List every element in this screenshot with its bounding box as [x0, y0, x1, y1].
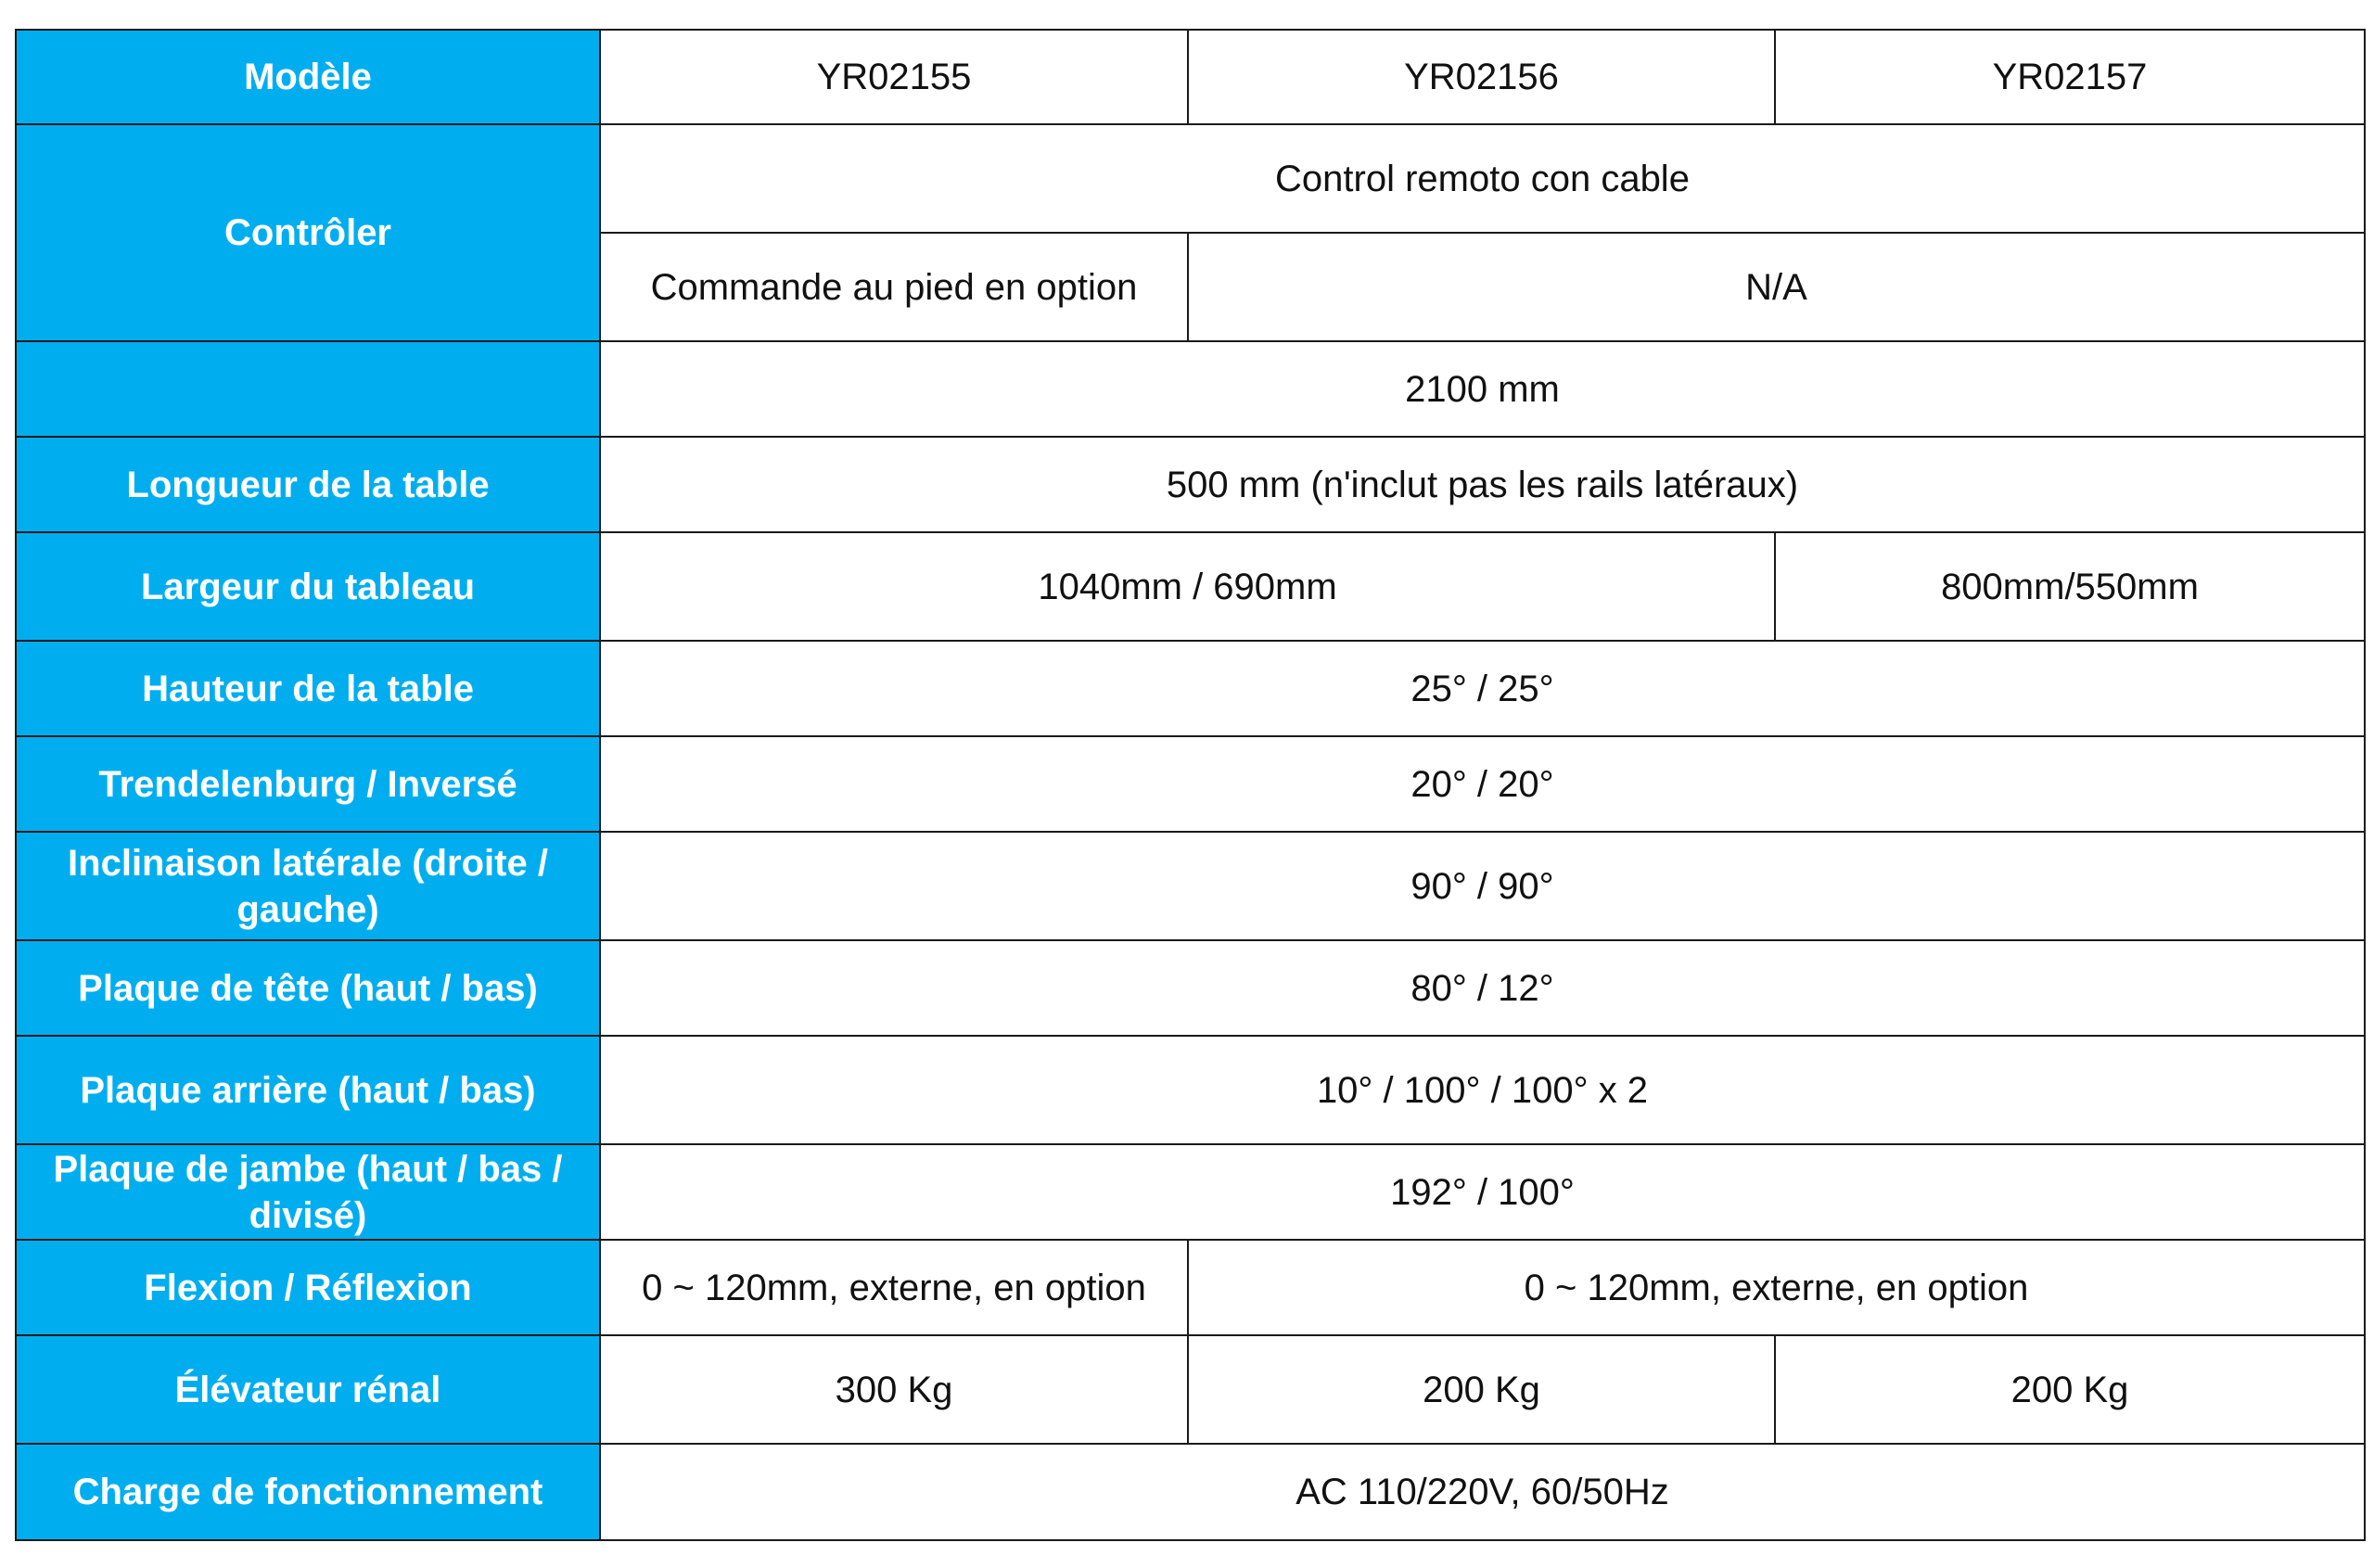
flexion-value-23: 0 ~ 120mm, externe, en option: [1188, 1240, 2365, 1335]
row-flexion: [16, 1240, 2365, 1335]
row-model: [16, 30, 2365, 124]
row-back-plate: [16, 1036, 2365, 1144]
row-unlabeled: [16, 341, 2365, 437]
row-trendelenburg: [16, 736, 2365, 832]
kidney-value-2: 200 Kg: [1188, 1335, 1775, 1444]
controller-value-na: N/A: [1188, 233, 2365, 341]
label-back-plate: Plaque arrière (haut / bas): [16, 1036, 600, 1144]
kidney-value-1: 300 Kg: [600, 1335, 1188, 1444]
label-controller: Contrôler: [16, 124, 600, 341]
row-table-length: [16, 437, 2365, 532]
unlabeled-value: 2100 mm: [600, 341, 2365, 437]
row-table-height: [16, 641, 2365, 736]
kidney-value-3: 200 Kg: [1775, 1335, 2365, 1444]
label-unlabeled: [16, 341, 600, 437]
label-model: Modèle: [16, 30, 600, 124]
row-controller-1: [16, 124, 2365, 233]
controller-value-foot: Commande au pied en option: [600, 233, 1188, 341]
table-height-value: 25° / 25°: [600, 641, 2365, 736]
row-kidney-elevator: [16, 1335, 2365, 1444]
label-table-height: Hauteur de la table: [16, 641, 600, 736]
lateral-tilt-value: 90° / 90°: [600, 832, 2365, 940]
label-lateral-tilt: Inclinaison latérale (droite / gauche): [16, 832, 600, 940]
head-plate-value: 80° / 12°: [600, 940, 2365, 1036]
power-value: AC 110/220V, 60/50Hz: [600, 1444, 2365, 1540]
table-width-value-3: 800mm/550mm: [1775, 532, 2365, 641]
back-plate-value: 10° / 100° / 100° x 2: [600, 1036, 2365, 1144]
label-head-plate: Plaque de tête (haut / bas): [16, 940, 600, 1036]
row-head-plate: [16, 940, 2365, 1036]
controller-value-remote: Control remoto con cable: [600, 124, 2365, 233]
row-lateral-tilt: [16, 832, 2365, 940]
trendelenburg-value: 20° / 20°: [600, 736, 2365, 832]
model-value-3: YR02157: [1775, 30, 2365, 124]
row-table-width: [16, 532, 2365, 641]
label-kidney-elevator: Élévateur rénal: [16, 1335, 600, 1444]
label-flexion: Flexion / Réflexion: [16, 1240, 600, 1335]
label-trendelenburg: Trendelenburg / Inversé: [16, 736, 600, 832]
label-power: Charge de fonctionnement: [16, 1444, 600, 1540]
flexion-value-1: 0 ~ 120mm, externe, en option: [600, 1240, 1188, 1335]
row-leg-plate: [16, 1144, 2365, 1240]
table-width-value-12: 1040mm / 690mm: [600, 532, 1775, 641]
table-length-value: 500 mm (n'inclut pas les rails latéraux): [600, 437, 2365, 532]
row-power: [16, 1444, 2365, 1540]
label-leg-plate: Plaque de jambe (haut / bas / divisé): [16, 1144, 600, 1240]
model-value-2: YR02156: [1188, 30, 1775, 124]
label-table-length: Longueur de la table: [16, 437, 600, 532]
spec-table: [15, 29, 2366, 1541]
label-table-width: Largeur du tableau: [16, 532, 600, 641]
model-value-1: YR02155: [600, 30, 1188, 124]
leg-plate-value: 192° / 100°: [600, 1144, 2365, 1240]
